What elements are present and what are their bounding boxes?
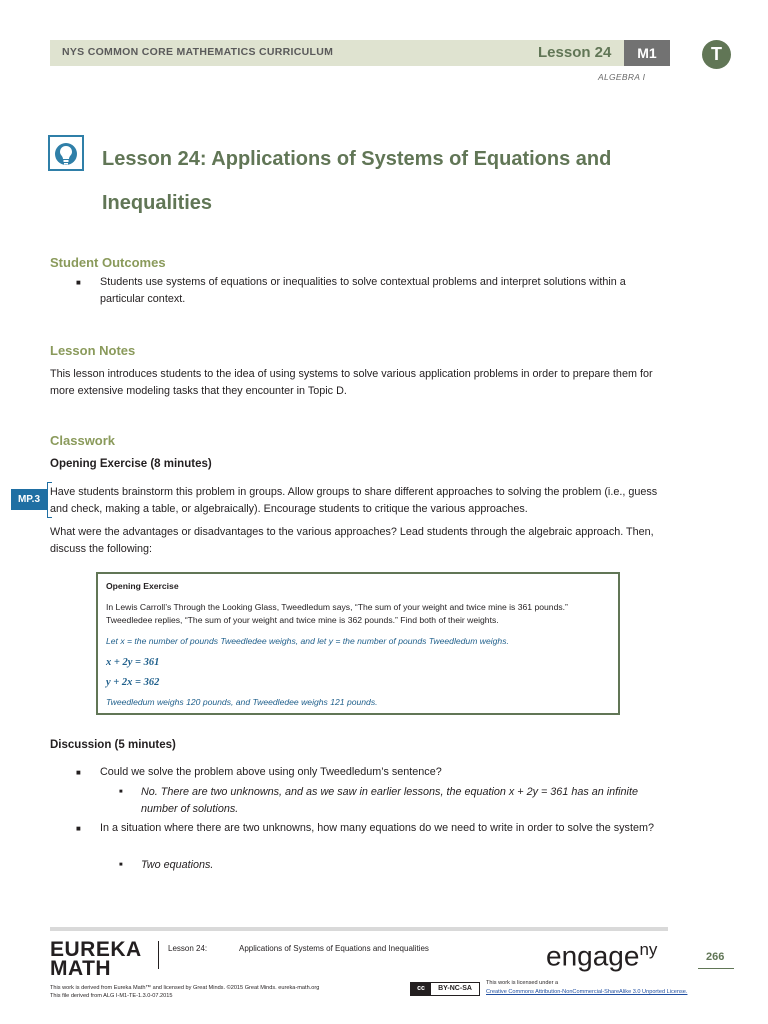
question-text: Could we solve the problem above using only Tweedledum’s sentence? — [100, 766, 442, 778]
eureka-math-logo — [50, 940, 142, 978]
bullet-icon: ■ — [119, 862, 123, 868]
engageny-logo: engage$^{ny}$ — [546, 940, 658, 972]
equation-1: x + 2y = 361 — [106, 657, 160, 668]
exercise-problem: In Lewis Carroll’s Through the Looking Glass, Tweedledum says, “The sum of your weight and twice mine is 361 pounds.” Tweedledee replies, “The sum of your weight and twice mine is 362 pounds.” Find both of their weights. — [106, 602, 568, 625]
discussion-answer — [119, 857, 671, 874]
license-link[interactable]: Creative Commons Attribution-NonCommercial-ShareAlike 3.0 Unported License. — [486, 989, 688, 995]
footer-lesson: Lesson 24: — [168, 944, 208, 953]
credit-line-2: This file derived from ALG I-M1-TE-1.3.0-07.2015 — [50, 993, 173, 999]
classwork-heading: Classwork — [50, 433, 116, 448]
outcome-text: Students use systems of equations or inequalities to solve contextual problems and interpret solutions within a particular context. — [100, 276, 626, 305]
discussion-heading: Discussion (5 minutes) — [50, 739, 176, 751]
lightbulb-icon — [48, 135, 84, 171]
module-badge: M1 — [624, 40, 670, 66]
opening-exercise-heading: Opening Exercise (8 minutes) — [50, 458, 212, 470]
bullet-icon: ■ — [119, 789, 123, 795]
answer-text: No. There are two unknowns, and as we saw in earlier lessons, the equation x + 2y = 361 has an infinite number of solutions. — [141, 786, 638, 815]
teacher-badge: T — [702, 40, 731, 69]
exercise-variable-definition: Let x = the number of pounds Tweedledee weighs, and let y = the number of pounds Tweedledum weighs. — [106, 636, 509, 646]
notes-heading: Lesson Notes — [50, 343, 136, 358]
license-text: This work is licensed under a — [486, 980, 559, 986]
mp3-tag: MP.3 — [11, 489, 47, 510]
exercise-answer: Tweedledum weighs 120 pounds, and Tweedledee weighs 121 pounds. — [106, 697, 378, 707]
bullet-icon: ■ — [76, 768, 81, 777]
outcomes-heading: Student Outcomes — [50, 255, 166, 270]
footer-title: Applications of Systems of Equations and Inequalities — [239, 944, 429, 953]
curriculum-label: NYS COMMON CORE MATHEMATICS CURRICULUM — [62, 46, 334, 58]
answer-text: Two equations. — [141, 859, 214, 871]
header-lesson: Lesson 24 — [538, 44, 612, 61]
logo-line-2: MATH — [50, 957, 112, 980]
page-number-rule — [698, 968, 734, 969]
question-text: In a situation where there are two unknowns, how many equations do we need to write in order to solve the system? — [100, 822, 654, 834]
opening-paragraph-1: Have students brainstorm this problem in groups. Allow groups to share different approaches to solving the problem (i.e., guess and check, making a table, or algebraically). Encourage students to critique the various approaches. — [50, 486, 658, 515]
discussion-question — [76, 820, 670, 837]
footer-rule — [50, 927, 668, 931]
bullet-icon: ■ — [76, 824, 81, 833]
discussion-answer — [119, 784, 671, 818]
exercise-title: Opening Exercise — [106, 581, 179, 591]
exercise-box — [96, 572, 620, 715]
footer-divider — [158, 941, 159, 969]
credit-line-1: This work is derived from Eureka Math™ and licensed by Great Minds. ©2015 Great Minds. eureka-math.org — [50, 985, 320, 991]
creative-commons-badge: cc BY-NC-SA — [410, 982, 480, 996]
logo-line-1: EUREKA — [50, 938, 142, 961]
page-number: 266 — [706, 951, 725, 963]
outcome-item — [76, 274, 670, 308]
page-title: Lesson 24: Applications of Systems of Equations and Inequalities — [102, 148, 612, 214]
notes-text: This lesson introduces students to the idea of using systems to solve various application problems in order to prepare them for more extensive modeling tasks that they encounter in Topic D. — [50, 368, 653, 397]
bullet-icon: ■ — [76, 278, 81, 287]
opening-paragraph-2: What were the advantages or disadvantages to the various approaches? Lead students through the algebraic approach. Then, discuss the following: — [50, 526, 654, 555]
equation-2: y + 2x = 362 — [106, 677, 160, 688]
discussion-question — [76, 764, 670, 781]
course-label: ALGEBRA I — [598, 72, 646, 82]
